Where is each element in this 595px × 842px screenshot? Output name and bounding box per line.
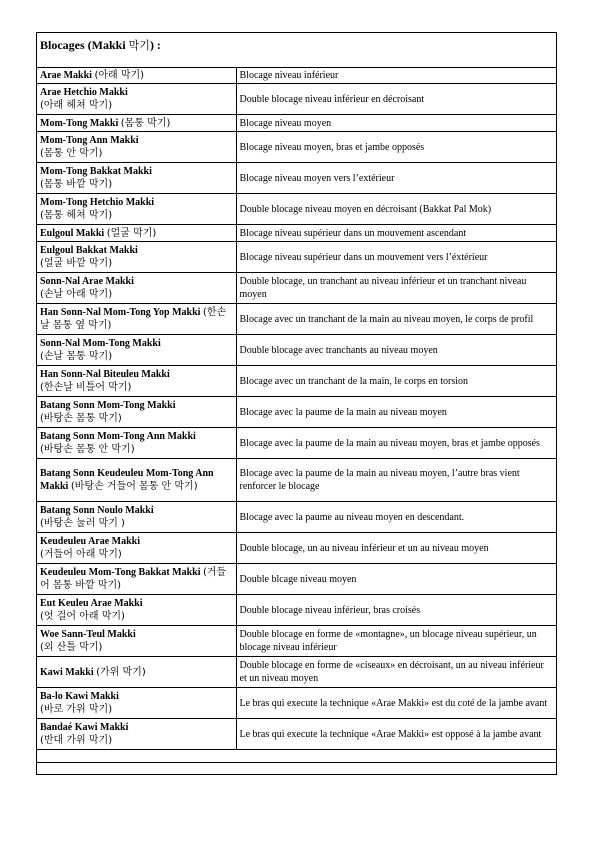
technique-description: Blocage avec la paume au niveau moyen en descendant.: [236, 502, 556, 533]
technique-korean: (거들어 몸통 바깥 막기): [40, 567, 227, 591]
technique-cell: [37, 459, 236, 502]
empty-row: [37, 750, 556, 763]
technique-name: Mom-Tong Ann Makki: [40, 135, 139, 146]
technique-cell: [37, 225, 236, 242]
technique-description: Double blocage niveau inférieur en décroisant: [236, 84, 556, 115]
title-suffix: ) :: [149, 38, 161, 52]
technique-korean: (몸통 막기): [120, 117, 171, 129]
technique-cell: [37, 502, 236, 533]
technique-description: Le bras qui execute la technique «Arae Makki» est du coté de la jambe avant: [236, 688, 556, 719]
technique-cell: [37, 304, 236, 335]
table-row: [37, 68, 556, 84]
technique-description: Blocage niveau moyen vers l’extérieur: [236, 163, 556, 194]
title-label: Blocages (Makki: [40, 38, 129, 52]
table-row: [37, 657, 556, 688]
technique-name: Keudeuleu Mom-Tong Bakkat Makki: [40, 567, 201, 578]
technique-cell: [37, 719, 236, 750]
table-row: [37, 719, 556, 750]
technique-description: Blocage niveau supérieur dans un mouvement ascendant: [236, 225, 556, 242]
table-row: [37, 428, 556, 459]
page-title: [40, 37, 161, 53]
technique-name: Han Sonn-Nal Mom-Tong Yop Makki: [40, 307, 201, 318]
technique-cell: [37, 564, 236, 595]
technique-cell: [37, 688, 236, 719]
technique-korean: (바탕손 몸통 막기): [40, 413, 122, 424]
technique-name: Arae Makki: [40, 70, 92, 81]
title-korean: 막기: [128, 39, 150, 52]
technique-description: Double blcage niveau moyen: [236, 564, 556, 595]
technique-korean: (가위 막기): [96, 666, 146, 678]
technique-korean: (아래 헤쳐 막기): [40, 100, 113, 111]
technique-cell: [37, 626, 236, 657]
technique-description: Double blocage en forme de «ciseaux» en décroisant, un au niveau inférieur et un niveau moyen: [236, 657, 556, 688]
table-row: [37, 564, 556, 595]
technique-name: Arae Hetchio Makki: [40, 87, 128, 98]
technique-name: Batang Sonn Mom-Tong Makki: [40, 400, 176, 411]
technique-name: Woe Sann-Teul Makki: [40, 629, 136, 640]
technique-cell: [37, 273, 236, 304]
technique-korean: (엇 걸어 아래 막기): [40, 611, 125, 622]
technique-cell: [37, 533, 236, 564]
technique-description: Double blocage niveau inférieur, bras croisés: [236, 595, 556, 626]
technique-name: Sonn-Nal Mom-Tong Makki: [40, 338, 161, 349]
table-row: [37, 626, 556, 657]
technique-cell: [37, 84, 236, 115]
technique-korean: (얼굴 막기): [106, 227, 157, 239]
table-row: [37, 163, 556, 194]
technique-name: Mom-Tong Bakkat Makki: [40, 166, 152, 177]
technique-name: Eut Keuleu Arae Makki: [40, 598, 143, 609]
empty-cell: [37, 750, 556, 763]
technique-korean: (손날 아래 막기): [40, 289, 113, 300]
technique-description: Double blocage niveau moyen en décroisant (Bakkat Pal Mok): [236, 194, 556, 225]
technique-korean: (한손날 몸통 옆 막기): [40, 307, 227, 331]
table-row: [37, 194, 556, 225]
technique-name: Keudeuleu Arae Makki: [40, 536, 141, 547]
technique-name: Sonn-Nal Arae Makki: [40, 276, 134, 287]
technique-korean: (한손날 비틀어 막기): [40, 382, 132, 393]
technique-cell: [37, 366, 236, 397]
table-row: [37, 84, 556, 115]
technique-name: Batang Sonn Keudeuleu Mom-Tong Ann Makki: [40, 468, 214, 492]
technique-korean: (바로 가위 막기): [40, 704, 113, 715]
technique-cell: [37, 163, 236, 194]
table-row: [37, 459, 556, 502]
technique-name: Eulgoul Makki: [40, 227, 105, 239]
table-row: [37, 115, 556, 132]
blocages-table: [37, 67, 556, 763]
table-row: [37, 225, 556, 242]
table-row: [37, 132, 556, 163]
technique-korean: (바탕손 몸통 안 막기): [40, 444, 135, 455]
technique-description: Double blocage, un au niveau inférieur et un au niveau moyen: [236, 533, 556, 564]
technique-description: Blocage niveau inférieur: [236, 68, 556, 84]
table-row: [37, 595, 556, 626]
technique-cell: [37, 657, 236, 688]
technique-description: Double blocage avec tranchants au niveau moyen: [236, 335, 556, 366]
technique-korean: (얼굴 바깥 막기): [40, 258, 113, 269]
technique-cell: [37, 595, 236, 626]
technique-name: Batang Sonn Noulo Makki: [40, 505, 154, 516]
technique-korean: (손날 몸통 막기): [40, 351, 113, 362]
table-row: [37, 533, 556, 564]
technique-korean: (반대 가위 막기): [40, 735, 113, 746]
technique-name: Ba-lo Kawi Makki: [40, 691, 119, 702]
table-row: [37, 688, 556, 719]
technique-korean: (외 산틀 막기): [40, 642, 103, 653]
technique-korean: (바탕손 거들어 몸통 안 막기): [70, 481, 198, 492]
technique-description: Double blocage, un tranchant au niveau inférieur et un tranchant niveau moyen: [236, 273, 556, 304]
technique-description: Blocage niveau moyen, bras et jambe opposés: [236, 132, 556, 163]
technique-description: Blocage avec la paume de la main au niveau moyen, l’autre bras vient renforcer le blocage: [236, 459, 556, 502]
blocages-frame: [36, 32, 557, 775]
technique-korean: (몸통 바깥 막기): [40, 179, 113, 190]
technique-cell: [37, 397, 236, 428]
table-row: [37, 366, 556, 397]
technique-korean: (아래 막기): [94, 70, 145, 81]
table-row: [37, 304, 556, 335]
technique-description: Blocage avec un tranchant de la main au niveau moyen, le corps de profil: [236, 304, 556, 335]
table-row: [37, 502, 556, 533]
technique-description: Blocage avec la paume de la main au niveau moyen: [236, 397, 556, 428]
technique-name: Batang Sonn Mom-Tong Ann Makki: [40, 431, 196, 442]
technique-description: Blocage avec un tranchant de la main, le corps en torsion: [236, 366, 556, 397]
table-row: [37, 242, 556, 273]
technique-cell: [37, 115, 236, 132]
technique-name: Eulgoul Bakkat Makki: [40, 245, 138, 256]
technique-korean: (거들어 아래 막기): [40, 549, 122, 560]
technique-korean: (몸통 헤쳐 막기): [40, 210, 113, 221]
technique-description: Le bras qui execute la technique «Arae Makki» est opposé à la jambe avant: [236, 719, 556, 750]
technique-name: Mom-Tong Makki: [40, 117, 119, 129]
technique-cell: [37, 132, 236, 163]
technique-name: Mom-Tong Hetchio Makki: [40, 197, 155, 208]
technique-description: Blocage avec la paume de la main au niveau moyen, bras et jambe opposés: [236, 428, 556, 459]
technique-cell: [37, 428, 236, 459]
table-body: [37, 68, 556, 763]
technique-cell: [37, 242, 236, 273]
technique-cell: [37, 335, 236, 366]
technique-name: Bandaé Kawi Makki: [40, 722, 129, 733]
table-row: [37, 335, 556, 366]
technique-description: Blocage niveau moyen: [236, 115, 556, 132]
technique-korean: (바탕손 눌러 막기 ): [40, 518, 125, 529]
technique-name: Kawi Makki: [40, 666, 94, 678]
technique-description: Double blocage en forme de «montagne», un blocage niveau supérieur, un blocage niveau inférieur: [236, 626, 556, 657]
table-row: [37, 273, 556, 304]
technique-cell: [37, 194, 236, 225]
table-row: [37, 397, 556, 428]
technique-description: Blocage niveau supérieur dans un mouvement vers l’éxtérieur: [236, 242, 556, 273]
technique-korean: (몸통 안 막기): [40, 148, 103, 159]
technique-cell: [37, 68, 236, 84]
technique-name: Han Sonn-Nal Biteuleu Makki: [40, 369, 170, 380]
